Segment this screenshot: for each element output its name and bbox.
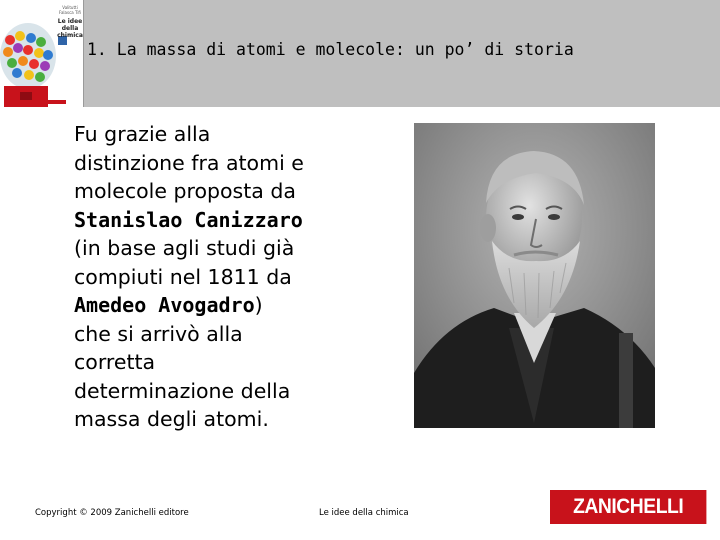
body-line-3: molecole proposta da <box>74 179 296 203</box>
body-line-10: determinazione della <box>74 378 291 403</box>
svg-text:della: della <box>61 25 79 32</box>
body-line-7 <box>74 291 374 320</box>
footer-book-title: Le idee della chimica <box>319 508 409 518</box>
header-bar <box>0 0 720 107</box>
canizzaro-name: Stanislao Canizzaro <box>74 207 303 232</box>
body-line-9: corretta <box>74 350 156 374</box>
body-line-8: che si arrivò alla <box>74 321 243 346</box>
svg-text:Falasca Tifi: Falasca Tifi <box>59 10 81 15</box>
body-line-6: compiuti nel 1811 da <box>74 264 292 289</box>
body-line-11: massa degli atomi. <box>74 407 269 431</box>
svg-text:chimica: chimica <box>57 32 83 39</box>
cannizzaro-portrait <box>414 123 655 428</box>
zanichelli-logo: ZANICHELLI <box>550 490 706 524</box>
body-line-1: Fu grazie alla <box>74 122 211 146</box>
portrait-photo <box>414 123 655 428</box>
body-line-4 <box>74 206 374 235</box>
svg-text:Le idee: Le idee <box>57 18 83 25</box>
closing-paren: ) <box>254 293 263 317</box>
svg-text:Valitutti: Valitutti <box>62 5 78 10</box>
copyright-notice: Copyright © 2009 Zanichelli editore <box>35 508 189 518</box>
avogadro-name: Amedeo Avogadro <box>74 293 255 317</box>
gumball-machine-image <box>0 0 84 107</box>
slide-title: 1. La massa di atomi e molecole: un po’ di storia <box>87 40 574 59</box>
body-line-5: (in base agli studi già <box>74 236 295 260</box>
body-line-2: distinzione fra atomi e <box>74 150 304 175</box>
body-paragraph <box>74 120 374 434</box>
book-cover-thumbnail <box>0 0 84 107</box>
